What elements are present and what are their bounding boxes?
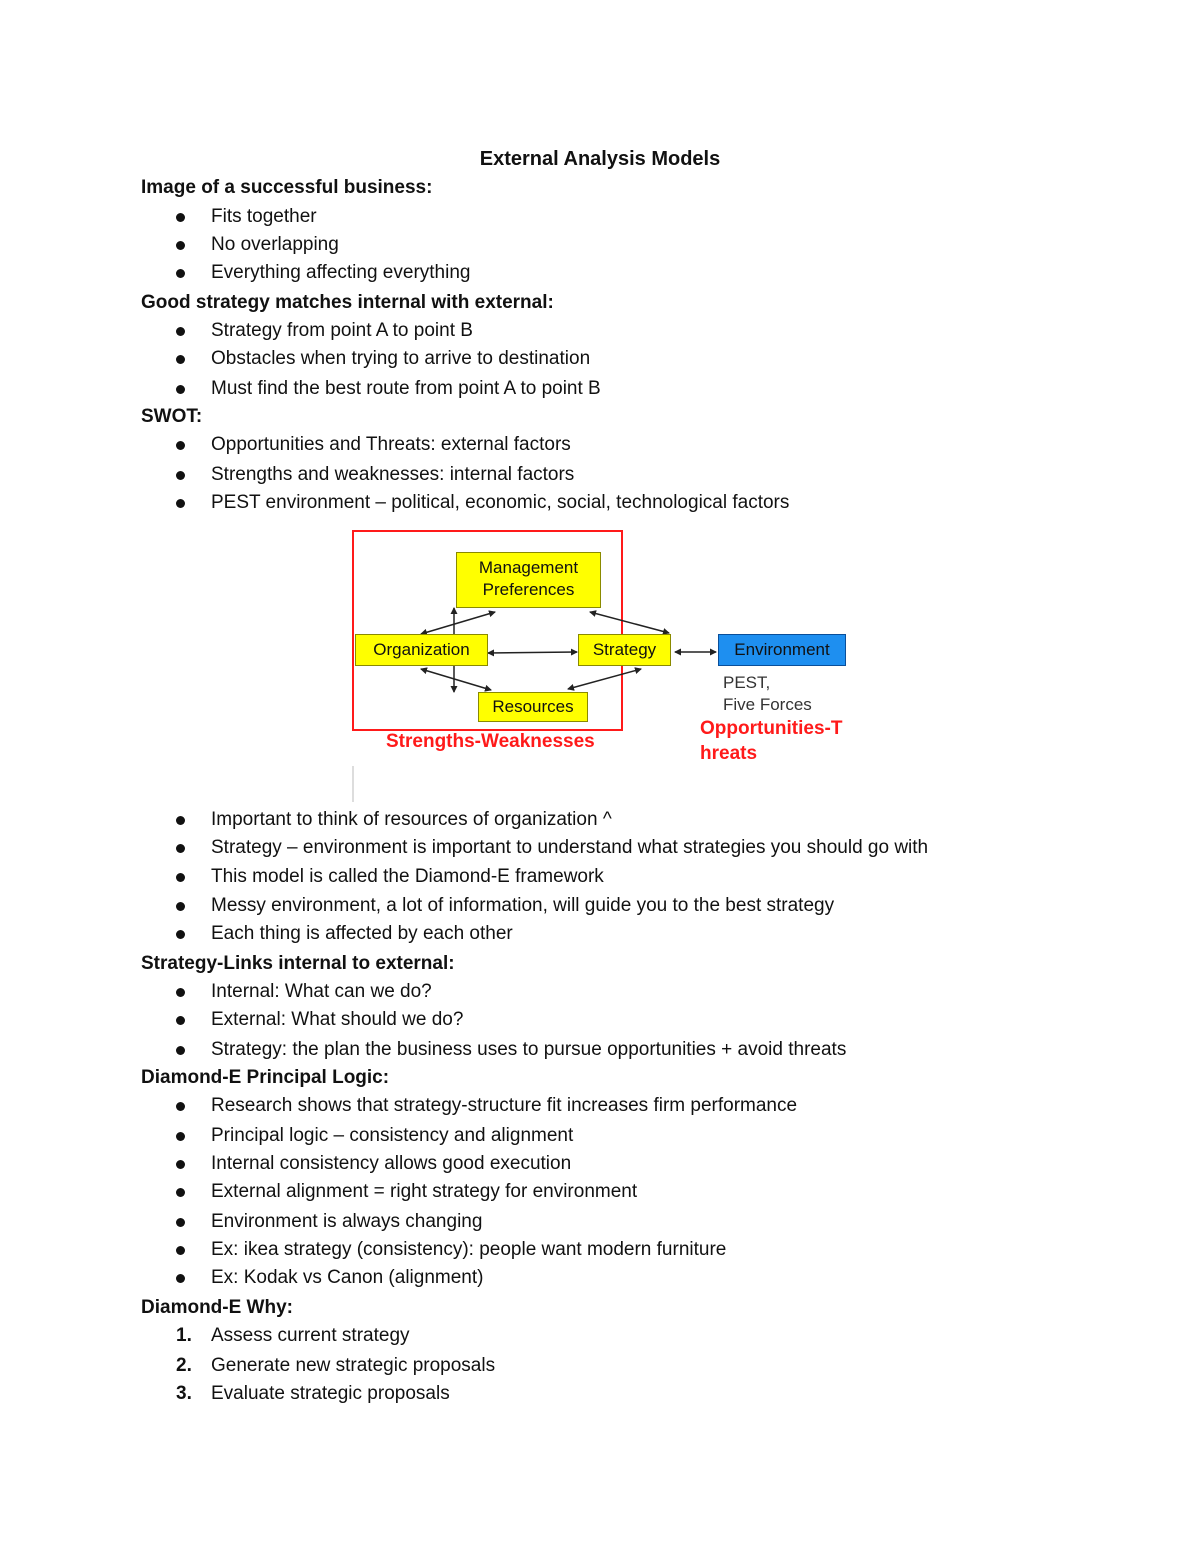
opportunities-threats-label-line1: Opportunities-T xyxy=(700,718,843,739)
resources-box: Resources xyxy=(478,692,588,722)
management-preferences-box: Management Preferences xyxy=(456,552,601,608)
bullet-icon xyxy=(176,873,185,882)
bullet-icon xyxy=(176,355,185,364)
bullet-icon xyxy=(176,441,185,450)
organization-box: Organization xyxy=(355,634,488,666)
strategy-box: Strategy xyxy=(578,634,671,666)
section-heading-diamond-e-why: Diamond-E Why: xyxy=(141,1297,293,1318)
bullet-icon xyxy=(176,1274,185,1283)
list-number: 3. xyxy=(176,1383,192,1404)
bullet-icon xyxy=(176,1246,185,1255)
bullet-icon xyxy=(176,471,185,480)
bullet-icon xyxy=(176,327,185,336)
bullet-icon xyxy=(176,816,185,825)
bullet-icon xyxy=(176,1132,185,1141)
bullet-icon xyxy=(176,1046,185,1055)
page-title: External Analysis Models xyxy=(479,148,721,170)
bullet-icon xyxy=(176,241,185,250)
bullet-icon xyxy=(176,213,185,222)
section-heading-strategy-links: Strategy-Links internal to external: xyxy=(141,953,455,974)
list-number: 2. xyxy=(176,1355,192,1376)
bullet-icon xyxy=(176,499,185,508)
section-heading-swot: SWOT: xyxy=(141,406,203,427)
bullet-icon xyxy=(176,844,185,853)
opportunities-threats-label-line2: hreats xyxy=(700,743,758,764)
list-number: 1. xyxy=(176,1325,192,1346)
document-page: External Analysis Models Image of a successful business: Fits together No overlapping Everything affecting everything Good strategy matches internal with external: Strategy from point A to point B Obstacles when trying to arrive to destination Must find the best route from point A to point B SWOT: Opportunities and Threats: external factors Strengths and weaknesses: internal factors PEST environment – political, economic, social, technological factors Management Preferences Organization Strategy Resources Environment PEST, Five Forces Strengths-Weaknesses Opportunities-T hreats Important to think of resources of organization ^ Strategy – environment is important to understand what strategies you should go with This model is called the Diamond-E framework Messy environment, a lot of information, will guide you to the best strategy Each thing is affected by each other Strategy-Links internal to external: Internal: What can we do? External: What should we do? Strategy: the plan the business uses to pursue opportunities + avoid threats Diamond-E Principal Logic: Research shows that strategy-structure fit increases firm performance Principal logic – consistency and alignment Internal consistency allows good execution External alignment = right strategy for environment Environment is always changing Ex: ikea strategy (consistency): people want modern furniture Ex: Kodak vs Canon (alignment) Diamond-E Why: 1. Assess current strategy 2. Generate new strategic proposals 3. Evaluate strategic proposals xyxy=(0,0,1200,1553)
environment-box: Environment xyxy=(718,634,846,666)
bullet-icon xyxy=(176,385,185,394)
bullet-icon xyxy=(176,1218,185,1227)
bullet-icon xyxy=(176,1160,185,1169)
bullet-icon xyxy=(176,269,185,278)
strengths-weaknesses-label: Strengths-Weaknesses xyxy=(386,731,595,752)
section-heading-successful-business: Image of a successful business: xyxy=(141,177,433,198)
section-heading-good-strategy: Good strategy matches internal with external: xyxy=(141,292,554,313)
bullet-icon xyxy=(176,1188,185,1197)
environment-note-pest: PEST, xyxy=(723,673,771,692)
bullet-icon xyxy=(176,902,185,911)
bullet-icon xyxy=(176,930,185,939)
environment-note-five-forces: Five Forces xyxy=(723,695,812,714)
section-heading-principal-logic: Diamond-E Principal Logic: xyxy=(141,1067,390,1088)
bullet-icon xyxy=(176,1016,185,1025)
bullet-icon xyxy=(176,988,185,997)
diamond-e-diagram xyxy=(352,526,872,802)
bullet-icon xyxy=(176,1102,185,1111)
